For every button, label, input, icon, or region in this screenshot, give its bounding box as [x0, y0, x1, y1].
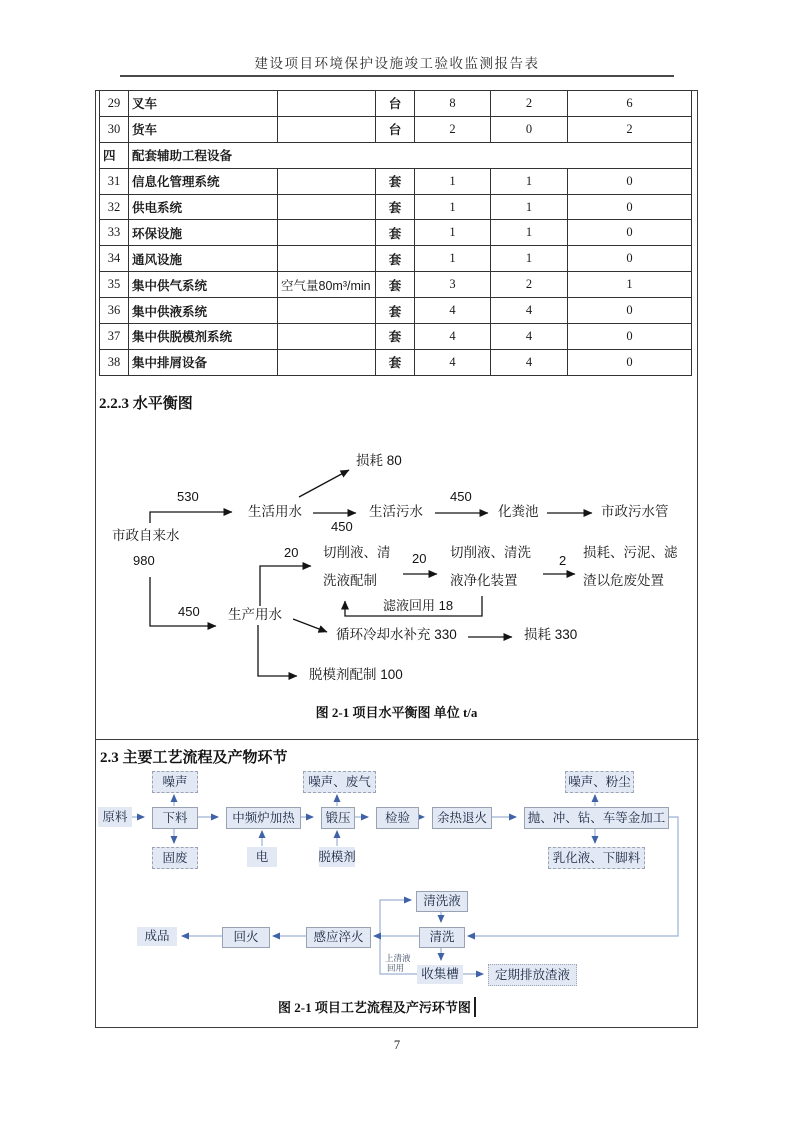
table-cell: 1 [415, 246, 491, 272]
table-cell [278, 246, 376, 272]
node-cutting-prep-line1: 切削液、清 [323, 545, 391, 560]
section-heading-water: 2.2.3 水平衡图 [99, 396, 193, 412]
box-noise-dust: 噪声、粉尘 [565, 771, 634, 793]
node-cutting-prep-line2: 洗液配制 [323, 573, 377, 588]
table-cell: 38 [100, 349, 129, 375]
table-cell: 6 [568, 91, 692, 117]
box-washing-liquid: 清洗液 [416, 891, 468, 912]
table-cell [278, 194, 376, 220]
table-cell: 套 [376, 349, 415, 375]
table-cell: 30 [100, 116, 129, 142]
page-number: 7 [393, 1038, 401, 1052]
table-cell [278, 116, 376, 142]
table-cell [278, 349, 376, 375]
box-machining: 抛、冲、钻、车等金加工 [524, 807, 669, 829]
table-cell: 货车 [129, 116, 278, 142]
table-cell: 1 [568, 272, 692, 298]
equipment-table-body [100, 91, 692, 376]
table-cell: 32 [100, 194, 129, 220]
label-supernatant-reuse-line1: 上清液 [385, 953, 411, 963]
table-cell: 4 [415, 349, 491, 375]
value-530: 530 [177, 489, 199, 504]
table-cell: 1 [415, 220, 491, 246]
node-septic-tank: 化粪池 [498, 504, 539, 519]
box-noise: 噪声 [152, 771, 198, 793]
section-divider [95, 739, 699, 740]
water-diagram-caption: 图 2-1 项目水平衡图 单位 t/a [315, 705, 478, 720]
node-purifier-line1: 切削液、清洗 [450, 545, 531, 560]
table-cell: 集中供脱模剂系统 [129, 324, 278, 350]
table-row [100, 272, 692, 298]
table-cell: 1 [491, 220, 568, 246]
value-2: 2 [559, 553, 567, 568]
table-cell: 配套辅助工程设备 [129, 142, 692, 168]
table-cell: 3 [415, 272, 491, 298]
box-inspection: 检验 [376, 807, 419, 829]
node-cooling-makeup: 循环冷却水补充 330 [336, 627, 457, 642]
table-cell [278, 298, 376, 324]
table-row [100, 91, 692, 117]
box-periodic-discharge: 定期排放渣液 [488, 964, 577, 986]
table-cell: 集中供气系统 [129, 272, 278, 298]
table-cell: 36 [100, 298, 129, 324]
value-20b: 20 [412, 551, 427, 566]
table-cell [278, 324, 376, 350]
value-450-below: 450 [331, 519, 353, 534]
process-diagram-caption: 图 2-1 项目工艺流程及产污环节图 [278, 1000, 471, 1015]
node-purifier-line2: 液净化装置 [450, 573, 518, 588]
node-hazwaste-line2: 渣以危废处置 [583, 573, 664, 588]
box-release-agent: 脱模剂 [319, 847, 355, 867]
node-municipal-water: 市政自来水 [112, 528, 180, 543]
table-cell: 套 [376, 298, 415, 324]
table-cell: 0 [568, 168, 692, 194]
table-cell: 29 [100, 91, 129, 117]
box-tempering: 回火 [222, 927, 270, 948]
section-heading-process: 2.3 主要工艺流程及产物环节 [100, 750, 288, 766]
table-cell: 套 [376, 324, 415, 350]
table-cell: 台 [376, 91, 415, 117]
table-row [100, 142, 692, 168]
table-cell: 4 [491, 349, 568, 375]
label-supernatant-reuse-line2: 回用 [387, 963, 405, 973]
table-cell: 环保设施 [129, 220, 278, 246]
table-cell: 8 [415, 91, 491, 117]
box-electricity: 电 [247, 847, 277, 867]
table-cell: 1 [415, 194, 491, 220]
table-cell: 4 [415, 324, 491, 350]
box-forging: 锻压 [321, 807, 355, 829]
table-cell: 信息化管理系统 [129, 168, 278, 194]
table-row [100, 220, 692, 246]
table-cell: 33 [100, 220, 129, 246]
table-cell: 套 [376, 272, 415, 298]
node-domestic-water: 生活用水 [248, 504, 302, 519]
box-induction-quench: 感应淬火 [306, 927, 371, 948]
table-cell: 叉车 [129, 91, 278, 117]
table-cell: 套 [376, 194, 415, 220]
table-cell: 2 [415, 116, 491, 142]
table-cell: 1 [491, 168, 568, 194]
node-loss-80: 损耗 80 [356, 453, 402, 468]
table-cell: 2 [568, 116, 692, 142]
box-washing: 清洗 [419, 927, 465, 948]
table-cell: 0 [568, 349, 692, 375]
equipment-table [99, 90, 692, 376]
node-municipal-pipe: 市政污水管 [601, 504, 669, 519]
node-loss-330: 损耗 330 [524, 627, 578, 642]
value-980: 980 [133, 553, 155, 568]
table-cell: 37 [100, 324, 129, 350]
header-rule [120, 75, 674, 77]
table-row [100, 116, 692, 142]
node-hazwaste-line1: 损耗、污泥、滤 [583, 545, 678, 560]
value-20a: 20 [284, 545, 299, 560]
table-cell [278, 168, 376, 194]
table-cell [278, 220, 376, 246]
table-cell: 2 [491, 91, 568, 117]
node-domestic-sewage: 生活污水 [369, 504, 423, 519]
table-cell: 通风设施 [129, 246, 278, 272]
table-cell: 0 [568, 324, 692, 350]
table-cell: 31 [100, 168, 129, 194]
table-cell: 供电系统 [129, 194, 278, 220]
label-filtrate-reuse: 滤液回用 18 [383, 598, 454, 613]
table-cell: 1 [491, 194, 568, 220]
table-cell: 0 [568, 246, 692, 272]
table-row [100, 349, 692, 375]
table-cell: 集中排屑设备 [129, 349, 278, 375]
box-emulsion-scrap: 乳化液、下脚料 [548, 847, 645, 869]
table-cell: 空气量80m³/min [278, 272, 376, 298]
table-cell: 0 [491, 116, 568, 142]
box-annealing: 余热退火 [432, 807, 492, 829]
table-row [100, 168, 692, 194]
value-450c: 450 [178, 604, 200, 619]
box-collection-tank: 收集槽 [417, 965, 463, 984]
table-cell [278, 91, 376, 117]
text-cursor [474, 997, 476, 1017]
table-cell: 4 [415, 298, 491, 324]
box-raw-material: 原料 [98, 807, 132, 827]
table-cell: 35 [100, 272, 129, 298]
table-row [100, 246, 692, 272]
table-cell: 0 [568, 298, 692, 324]
table-cell: 0 [568, 194, 692, 220]
table-row [100, 324, 692, 350]
table-cell: 集中供液系统 [129, 298, 278, 324]
table-cell: 套 [376, 220, 415, 246]
table-cell: 4 [491, 324, 568, 350]
node-demolding-prep: 脱模剂配制 100 [309, 667, 403, 682]
table-cell: 台 [376, 116, 415, 142]
box-solid-waste: 固废 [152, 847, 198, 869]
table-cell: 1 [415, 168, 491, 194]
node-production-water: 生产用水 [228, 607, 282, 622]
table-row [100, 298, 692, 324]
page-header-title: 建设项目环境保护设施竣工验收监测报告表 [254, 56, 540, 71]
table-cell: 2 [491, 272, 568, 298]
box-finished-product: 成品 [137, 927, 177, 946]
table-cell: 四 [100, 142, 129, 168]
table-cell: 0 [568, 220, 692, 246]
table-cell: 4 [491, 298, 568, 324]
box-noise-gas: 噪声、废气 [303, 771, 376, 793]
table-row [100, 194, 692, 220]
box-furnace-heating: 中频炉加热 [226, 807, 301, 829]
table-cell: 套 [376, 168, 415, 194]
value-450-above: 450 [450, 489, 472, 504]
table-cell: 1 [491, 246, 568, 272]
table-cell: 套 [376, 246, 415, 272]
box-blanking: 下料 [152, 807, 198, 829]
table-cell: 34 [100, 246, 129, 272]
